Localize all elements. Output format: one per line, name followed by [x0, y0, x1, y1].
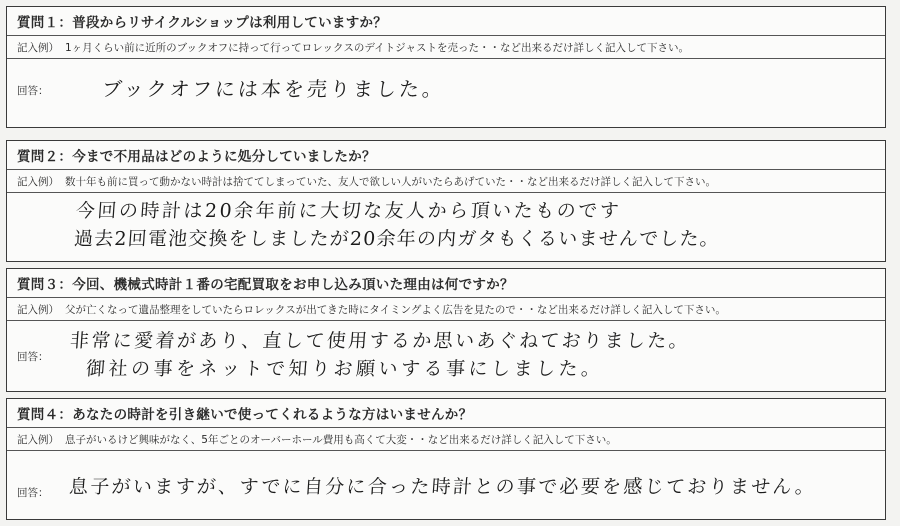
question-block-4: [6, 398, 886, 520]
question-4-answer: [7, 451, 885, 521]
handwritten-answer: [67, 327, 875, 383]
question-3-example: [7, 298, 885, 321]
answer-line: 過去2回電池交換をしましたが20余年の内ガタもくるいませんでした。: [73, 228, 721, 250]
answer-label: 回答：: [17, 85, 49, 97]
question-2-example: [7, 170, 885, 193]
question-4-title: 質問４：あなたの時計を引き継いで使ってくれるような方はいませんか？: [7, 399, 885, 428]
handwritten-answer: [73, 197, 875, 253]
example-text: 父が亡くなって遺品整理をしていたらロレックスが出てきた時にタイミングよく広告を見たので・・など出来るだけ詳しく記入して下さい。: [65, 303, 726, 316]
answer-line: ブックオフには本を売りました。: [101, 77, 446, 101]
question-1-answer: [7, 59, 885, 129]
example-label: 記入例）: [17, 433, 59, 446]
answer-label: 回答：: [17, 351, 49, 363]
question-2-title: 質問２：今まで不用品はどのように処分していましたか？: [7, 141, 885, 170]
question-block-1: [6, 6, 886, 128]
example-label: 記入例）: [17, 303, 59, 316]
question-3-title: 質問３：今回、機械式時計１番の宅配買取をお申し込み頂いた理由は何ですか？: [7, 269, 885, 298]
question-4-example: [7, 428, 885, 451]
example-text: 数十年も前に買って動かない時計は捨ててしまっていた、友人で欲しい人がいたらあげていた・・など出来るだけ詳しく記入して下さい。: [65, 175, 716, 188]
answer-line: 今回の時計は20余年前に大切な友人から頂いたものです: [75, 200, 622, 222]
example-text: 1ヶ月くらい前に近所のブックオフに持って行ってロレックスのデイトジャストを売った・・など出来るだけ詳しく記入して下さい。: [65, 41, 689, 54]
handwritten-answer: [101, 75, 874, 103]
question-3-answer: [7, 321, 885, 393]
question-1-title: 質問１：普段からリサイクルショップは利用していますか？: [7, 7, 885, 36]
question-1-example: [7, 36, 885, 59]
example-label: 記入例）: [17, 175, 59, 188]
answer-label: 回答：: [17, 487, 49, 499]
example-text: 息子がいるけど興味がなく、5年ごとのオーバーホール費用も高くて大変・・など出来るだけ詳しく記入して下さい。: [65, 433, 617, 446]
example-label: 記入例）: [17, 41, 59, 54]
answer-line: 御社の事をネットで知りお願いする事にしました。: [85, 358, 605, 380]
question-block-2: [6, 140, 886, 262]
question-2-answer: [7, 193, 885, 263]
answer-line: 非常に愛着があり、直して使用するか思いあぐねておりました。: [69, 330, 691, 352]
question-block-3: [6, 268, 886, 392]
handwritten-answer: [68, 473, 874, 501]
answer-line: 息子がいますが、すでに自分に合った時計との事で必要を感じておりません。: [68, 476, 817, 498]
